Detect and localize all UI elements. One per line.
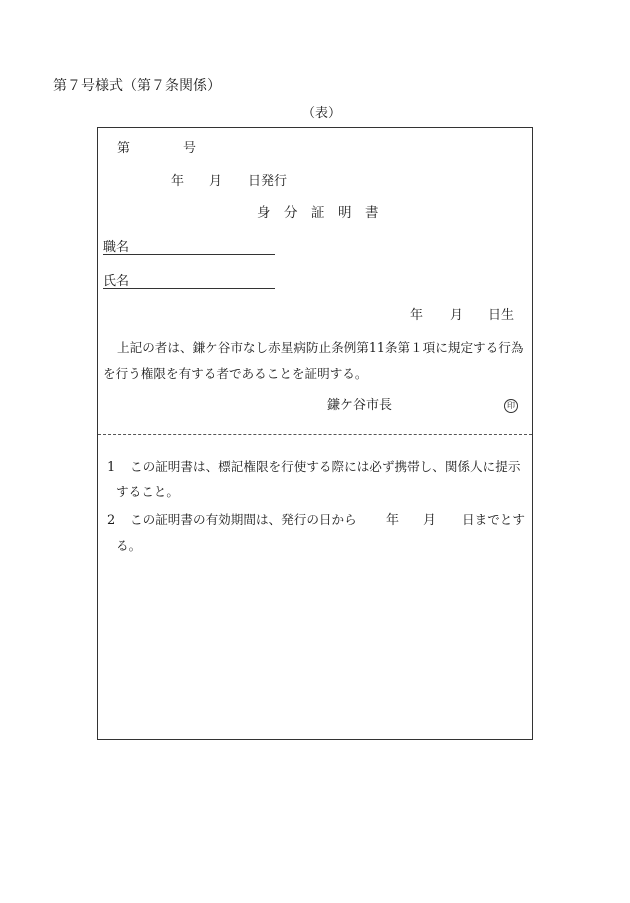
birth-day-label: 日生 — [488, 308, 515, 323]
note-1-number: 1 — [107, 460, 116, 475]
position-label: 職名 — [103, 240, 130, 255]
number-go: 号 — [183, 141, 197, 156]
seal-mark: 印 — [504, 399, 518, 413]
note-1-line-2: すること。 — [116, 484, 179, 499]
form-heading: 第７号様式（第７条関係） — [53, 78, 221, 94]
note-2-line-2: る。 — [116, 538, 142, 553]
side-label: （表） — [302, 106, 342, 121]
certification-line-2: を行う権限を有する者であることを証明する。 — [103, 366, 368, 381]
certificate-title: 身 分 証 明 書 — [257, 205, 379, 221]
note-2-line-1-start: この証明書の有効期間は、発行の日から — [130, 512, 357, 527]
issue-year-label: 年 — [171, 174, 185, 189]
birth-month-label: 月 — [450, 308, 464, 323]
certificate-card — [97, 127, 533, 740]
note-2-year-label: 年 — [386, 513, 400, 528]
note-2-line-1-end: 日までとす — [462, 512, 525, 527]
position-underline — [103, 254, 275, 255]
note-2-number: 2 — [107, 513, 116, 528]
note-2-month-label: 月 — [423, 513, 437, 528]
issue-month-label: 月 — [209, 174, 223, 189]
name-underline — [103, 288, 275, 289]
issue-day-label: 日発行 — [248, 174, 288, 189]
cut-line-divider — [98, 434, 532, 435]
name-label: 氏名 — [103, 274, 130, 289]
mayor-title: 鎌ケ谷市長 — [327, 398, 393, 413]
certification-line-1: 上記の者は、鎌ケ谷市なし赤星病防止条例第11条第１項に規定する行為 — [117, 340, 524, 355]
number-dai: 第 — [117, 141, 131, 156]
birth-year-label: 年 — [410, 308, 424, 323]
note-1-line-1: この証明書は、標記権限を行使する際には必ず携帯し、関係人に提示 — [130, 459, 521, 474]
